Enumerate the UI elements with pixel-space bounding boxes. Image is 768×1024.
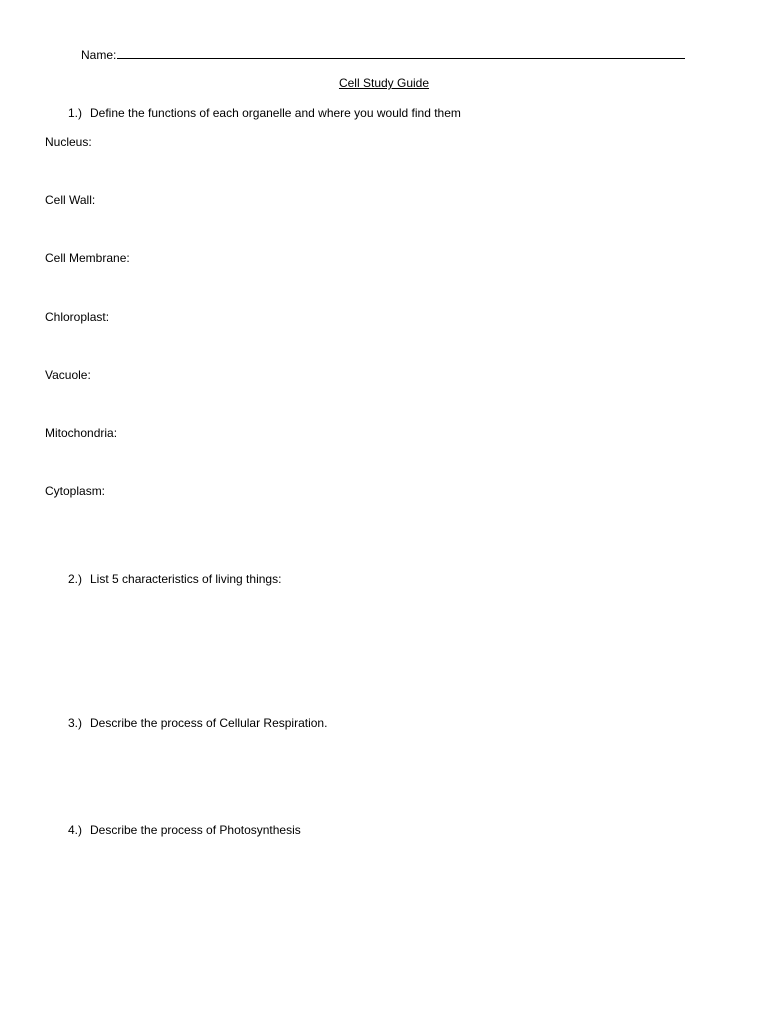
question-text: Define the functions of each organelle and where you would find them — [90, 106, 461, 120]
organelle-cytoplasm: Cytoplasm: — [45, 484, 106, 498]
name-label: Name: — [81, 48, 117, 62]
question-text: Describe the process of Cellular Respiration. — [90, 716, 328, 730]
page-title — [0, 76, 768, 90]
question-4 — [68, 823, 301, 837]
question-text: Describe the process of Photosynthesis — [90, 823, 301, 837]
organelle-nucleus: Nucleus: — [45, 135, 92, 149]
organelle-vacuole: Vacuole: — [45, 368, 91, 382]
page-title-text: Cell Study Guide — [338, 76, 430, 90]
name-blank[interactable] — [117, 46, 685, 59]
question-number: 1.) — [68, 106, 83, 120]
question-number: 2.) — [68, 572, 83, 586]
question-number: 4.) — [68, 823, 83, 837]
organelle-chloroplast: Chloroplast: — [45, 310, 110, 324]
organelle-cell-membrane: Cell Membrane: — [45, 251, 130, 265]
question-1 — [68, 106, 461, 120]
organelle-cell-wall: Cell Wall: — [45, 193, 96, 207]
question-2 — [68, 572, 281, 586]
question-number: 3.) — [68, 716, 83, 730]
question-text: List 5 characteristics of living things: — [90, 572, 282, 586]
question-3 — [68, 716, 327, 730]
name-field-line[interactable] — [81, 46, 685, 62]
organelle-mitochondria: Mitochondria: — [45, 426, 118, 440]
